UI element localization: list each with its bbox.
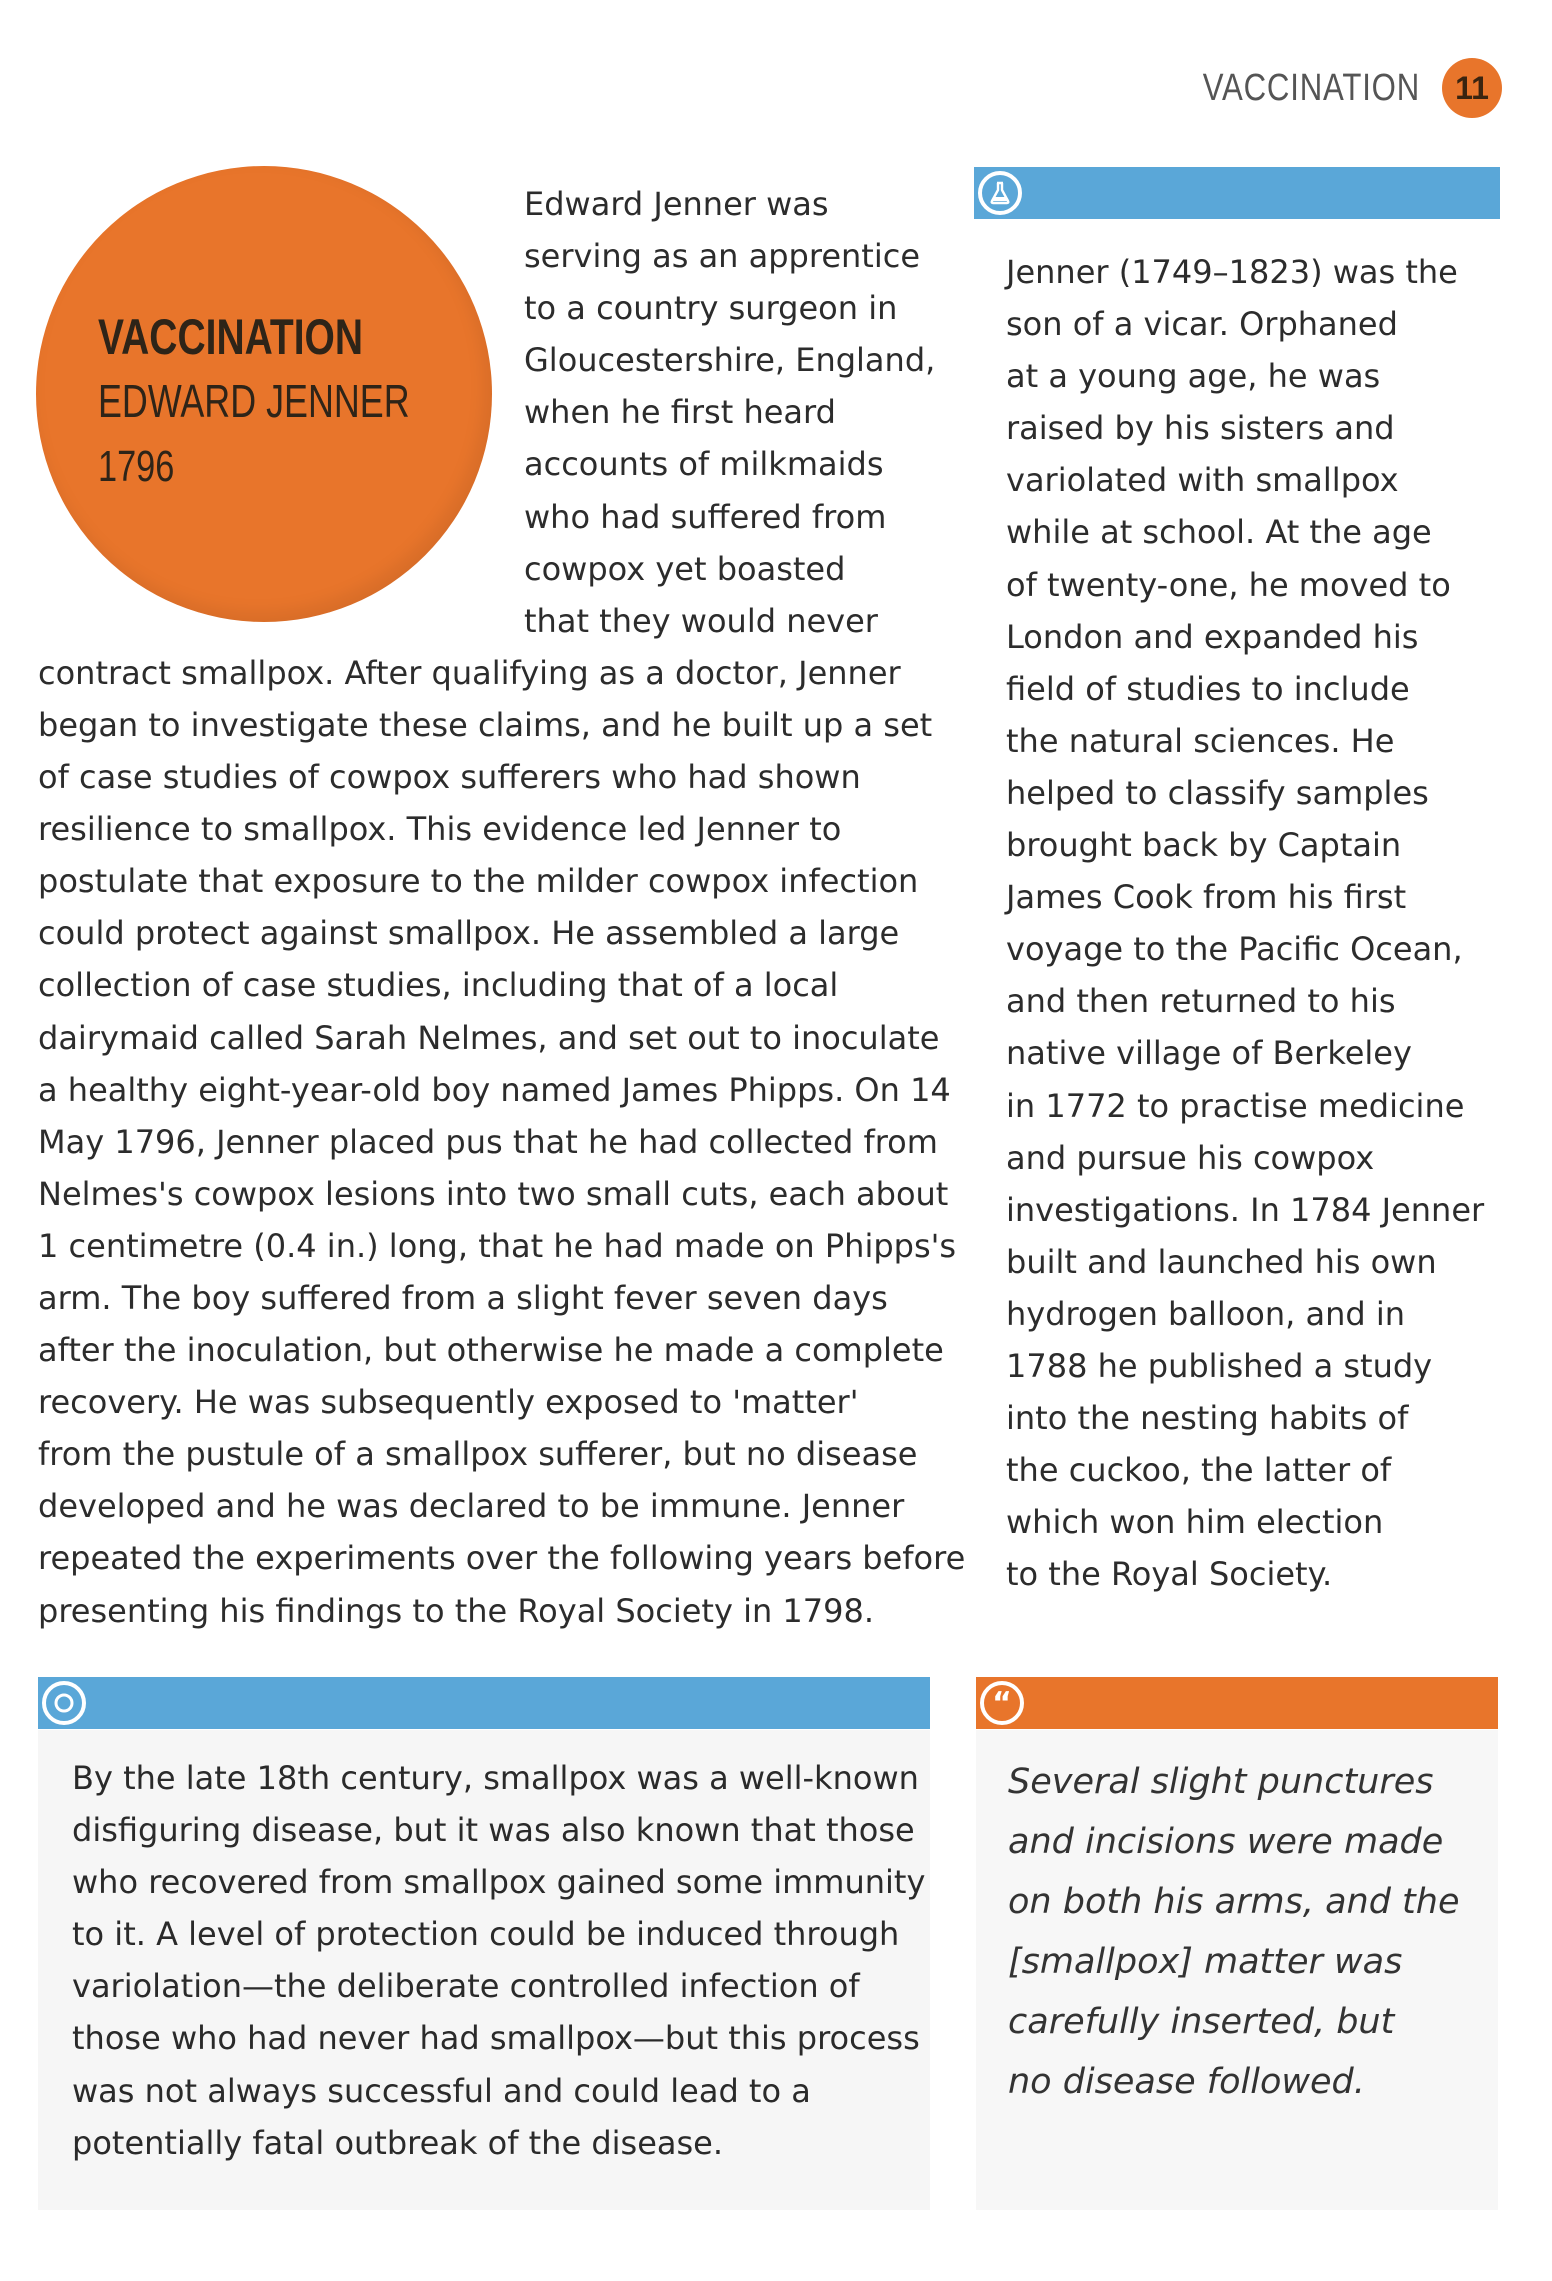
biography-text-line: the natural sciences. He: [1006, 721, 1395, 760]
main-text-line: contract smallpox. After qualifying as a doctor, Jenner: [38, 653, 901, 692]
main-text-line: after the inoculation, but otherwise he made a complete: [38, 1331, 944, 1370]
biography-text-line: while at school. At the age: [1006, 513, 1432, 552]
main-text-line: Nelmes's cowpox lesions into two small cuts, each about: [38, 1174, 949, 1213]
page-header: [1155, 58, 1502, 118]
biography-text-line: native village of Berkeley: [1006, 1034, 1412, 1073]
main-text-line: who had suffered from: [524, 497, 887, 536]
main-text-line: Gloucestershire, England,: [524, 341, 936, 380]
quote-text-line: [smallpox] matter was: [1008, 1942, 1403, 1982]
context-text-line: disfiguring disease, but it was also known that those: [72, 1811, 915, 1850]
main-text-line: arm. The boy suffered from a slight fever seven days: [38, 1278, 888, 1317]
biography-text-line: and pursue his cowpox: [1006, 1138, 1375, 1177]
biography-text-line: helped to classify samples: [1006, 773, 1429, 812]
biography-section-bar: [974, 167, 1500, 219]
main-text-line: serving as an apprentice: [524, 237, 920, 276]
quote-text-line: Several slight punctures: [1008, 1762, 1434, 1802]
page-number-badge: 11: [1442, 58, 1502, 118]
main-text-line: May 1796, Jenner placed pus that he had collected from: [38, 1122, 938, 1161]
main-text-line: developed and he was declared to be immune. Jenner: [38, 1487, 905, 1526]
context-section-bar: [38, 1677, 930, 1729]
quote-text-line: no disease followed.: [1008, 2062, 1365, 2102]
main-text-line: Edward Jenner was: [524, 185, 829, 223]
biography-text-line: at a young age, he was: [1006, 357, 1381, 396]
context-text-line: variolation—the deliberate controlled infection of: [72, 1967, 860, 2006]
main-text-line: could protect against smallpox. He assembled a large: [38, 914, 900, 953]
context-text-line: who recovered from smallpox gained some immunity: [72, 1863, 926, 1902]
context-panel-text: [72, 1752, 926, 2169]
badge-year: 1796: [98, 442, 175, 491]
biography-text-line: James Cook from his first: [1006, 878, 1407, 917]
biography-text-line: into the nesting habits of: [1006, 1399, 1409, 1438]
main-text-line: accounts of milkmaids: [524, 445, 884, 484]
biography-text-line: of twenty-one, he moved to: [1006, 565, 1451, 604]
main-text-line: postulate that exposure to the milder cowpox infection: [38, 862, 919, 901]
biography-text-line: raised by his sisters and: [1006, 409, 1395, 448]
biography-text-line: London and expanded his: [1006, 617, 1419, 656]
biography-text-line: built and launched his own: [1006, 1242, 1437, 1281]
biography-text-line: investigations. In 1784 Jenner: [1006, 1190, 1485, 1229]
main-text-line: presenting his findings to the Royal Society in 1798.: [38, 1591, 875, 1630]
biography-text-line: Jenner (1749–1823) was the: [1006, 253, 1458, 291]
context-text-line: By the late 18th century, smallpox was a well-known: [72, 1759, 919, 1797]
biography-text-line: to the Royal Society.: [1006, 1555, 1333, 1594]
badge-person-name: EDWARD JENNER: [98, 375, 410, 427]
main-text-line: cowpox yet boasted: [524, 549, 846, 588]
context-text-line: to it. A level of protection could be induced through: [72, 1915, 900, 1954]
main-body-text: [38, 178, 966, 1637]
biography-text-line: 1788 he published a study: [1006, 1346, 1433, 1385]
biography-text-line: son of a vicar. Orphaned: [1006, 305, 1398, 344]
target-icon: [42, 1681, 86, 1725]
quote-panel-text: [1008, 1752, 1508, 2112]
biography-text-line: voyage to the Pacific Ocean,: [1006, 930, 1463, 969]
main-text-line: began to investigate these claims, and he built up a set: [38, 705, 933, 744]
biography-text-line: hydrogen balloon, and in: [1006, 1294, 1406, 1333]
biography-text-line: the cuckoo, the latter of: [1006, 1451, 1392, 1490]
context-text-line: was not always successful and could lead to a: [72, 2071, 811, 2110]
running-header-title: VACCINATION: [1202, 66, 1420, 109]
biography-text-line: in 1772 to practise medicine: [1006, 1086, 1465, 1125]
main-text-line: recovery. He was subsequently exposed to 'matter': [38, 1383, 859, 1422]
main-text-line: repeated the experiments over the following years before: [38, 1539, 966, 1578]
quote-text-line: carefully inserted, but: [1008, 2002, 1395, 2042]
quote-section-bar: [976, 1677, 1498, 1729]
main-text-line: 1 centimetre (0.4 in.) long, that he had made on Phipps's: [38, 1226, 957, 1265]
main-text-line: from the pustule of a smallpox sufferer, but no disease: [38, 1435, 918, 1474]
biography-text-line: and then returned to his: [1006, 982, 1396, 1021]
biography-text-line: field of studies to include: [1006, 669, 1410, 708]
flask-icon: [978, 171, 1022, 215]
main-text-line: to a country surgeon in: [524, 289, 898, 328]
badge-topic-title: VACCINATION: [98, 309, 364, 365]
main-text-line: that they would never: [524, 601, 878, 640]
main-text-line: collection of case studies, including that of a local: [38, 966, 839, 1005]
context-text-line: potentially fatal outbreak of the disease.: [72, 2123, 724, 2162]
quote-text-line: on both his arms, and the: [1008, 1882, 1460, 1922]
main-text-line: a healthy eight-year-old boy named James Phipps. On 14: [38, 1070, 951, 1109]
main-text-line: resilience to smallpox. This evidence led Jenner to: [38, 810, 842, 849]
biography-text-line: brought back by Captain: [1006, 826, 1402, 865]
quote-text-line: and incisions were made: [1008, 1822, 1444, 1862]
biography-text-line: which won him election: [1006, 1503, 1384, 1542]
biography-panel-text: [1006, 246, 1526, 1600]
main-text-line: of case studies of cowpox sufferers who had shown: [38, 758, 861, 797]
main-text-line: when he first heard: [524, 393, 836, 432]
biography-text-line: variolated with smallpox: [1006, 461, 1399, 500]
main-text-line: dairymaid called Sarah Nelmes, and set out to inoculate: [38, 1018, 940, 1057]
context-text-line: those who had never had smallpox—but this process: [72, 2019, 920, 2058]
quote-icon: “: [980, 1681, 1024, 1725]
